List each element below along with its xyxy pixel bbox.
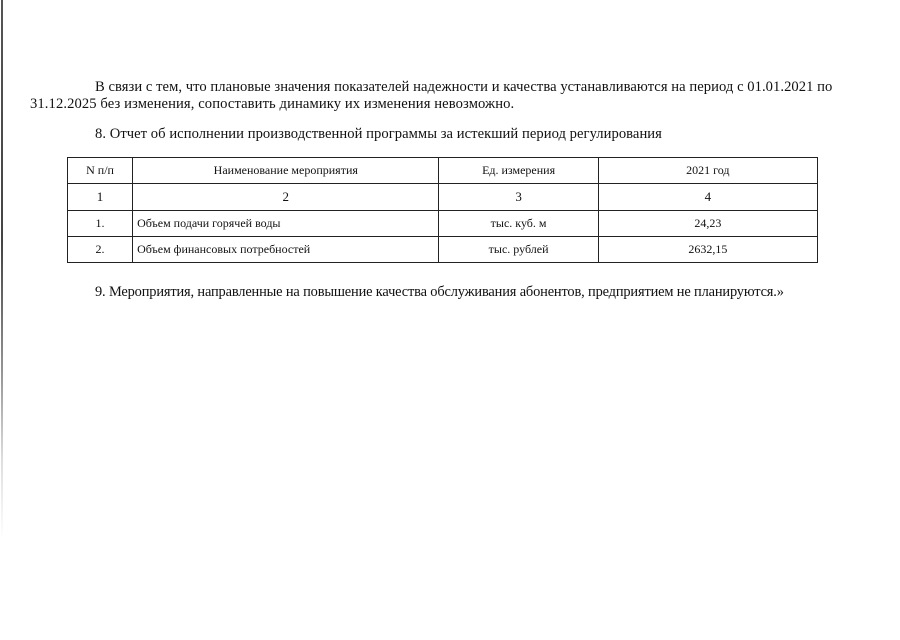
column-number-2: 2 (133, 184, 439, 211)
row-unit: тыс. рублей (439, 237, 598, 263)
row-value: 2632,15 (598, 237, 817, 263)
column-number-3: 3 (439, 184, 598, 211)
row-value: 24,23 (598, 211, 817, 237)
header-cell-year-2021: 2021 год (598, 158, 817, 184)
section-8-heading: 8. Отчет об исполнении производственной программы за истекший период регулирования (95, 126, 662, 142)
table-header-row (68, 158, 818, 184)
table-row (68, 237, 818, 263)
row-number: 1. (68, 211, 133, 237)
column-number-4: 4 (598, 184, 817, 211)
section-9-text: 9. Мероприятия, направленные на повышение качества обслуживания абонентов, предприятием не планируются.» (95, 284, 784, 300)
table-column-numbering-row (68, 184, 818, 211)
intro-paragraph-line-1: В связи с тем, что плановые значения показателей надежности и качества устанавливаются на период с 01.01.2021 по (95, 79, 833, 95)
table-row (68, 211, 818, 237)
row-activity-name: Объем подачи горячей воды (133, 211, 439, 237)
production-program-report-table (67, 157, 818, 263)
row-unit: тыс. куб. м (439, 211, 598, 237)
row-activity-name: Объем финансовых потребностей (133, 237, 439, 263)
scan-page-edge (1, 0, 3, 540)
header-cell-number: N п/п (68, 158, 133, 184)
header-cell-unit: Ед. измерения (439, 158, 598, 184)
column-number-1: 1 (68, 184, 133, 211)
row-number: 2. (68, 237, 133, 263)
header-cell-activity-name: Наименование мероприятия (133, 158, 439, 184)
intro-paragraph-line-2: 31.12.2025 без изменения, сопоставить динамику их изменения невозможно. (30, 96, 515, 112)
